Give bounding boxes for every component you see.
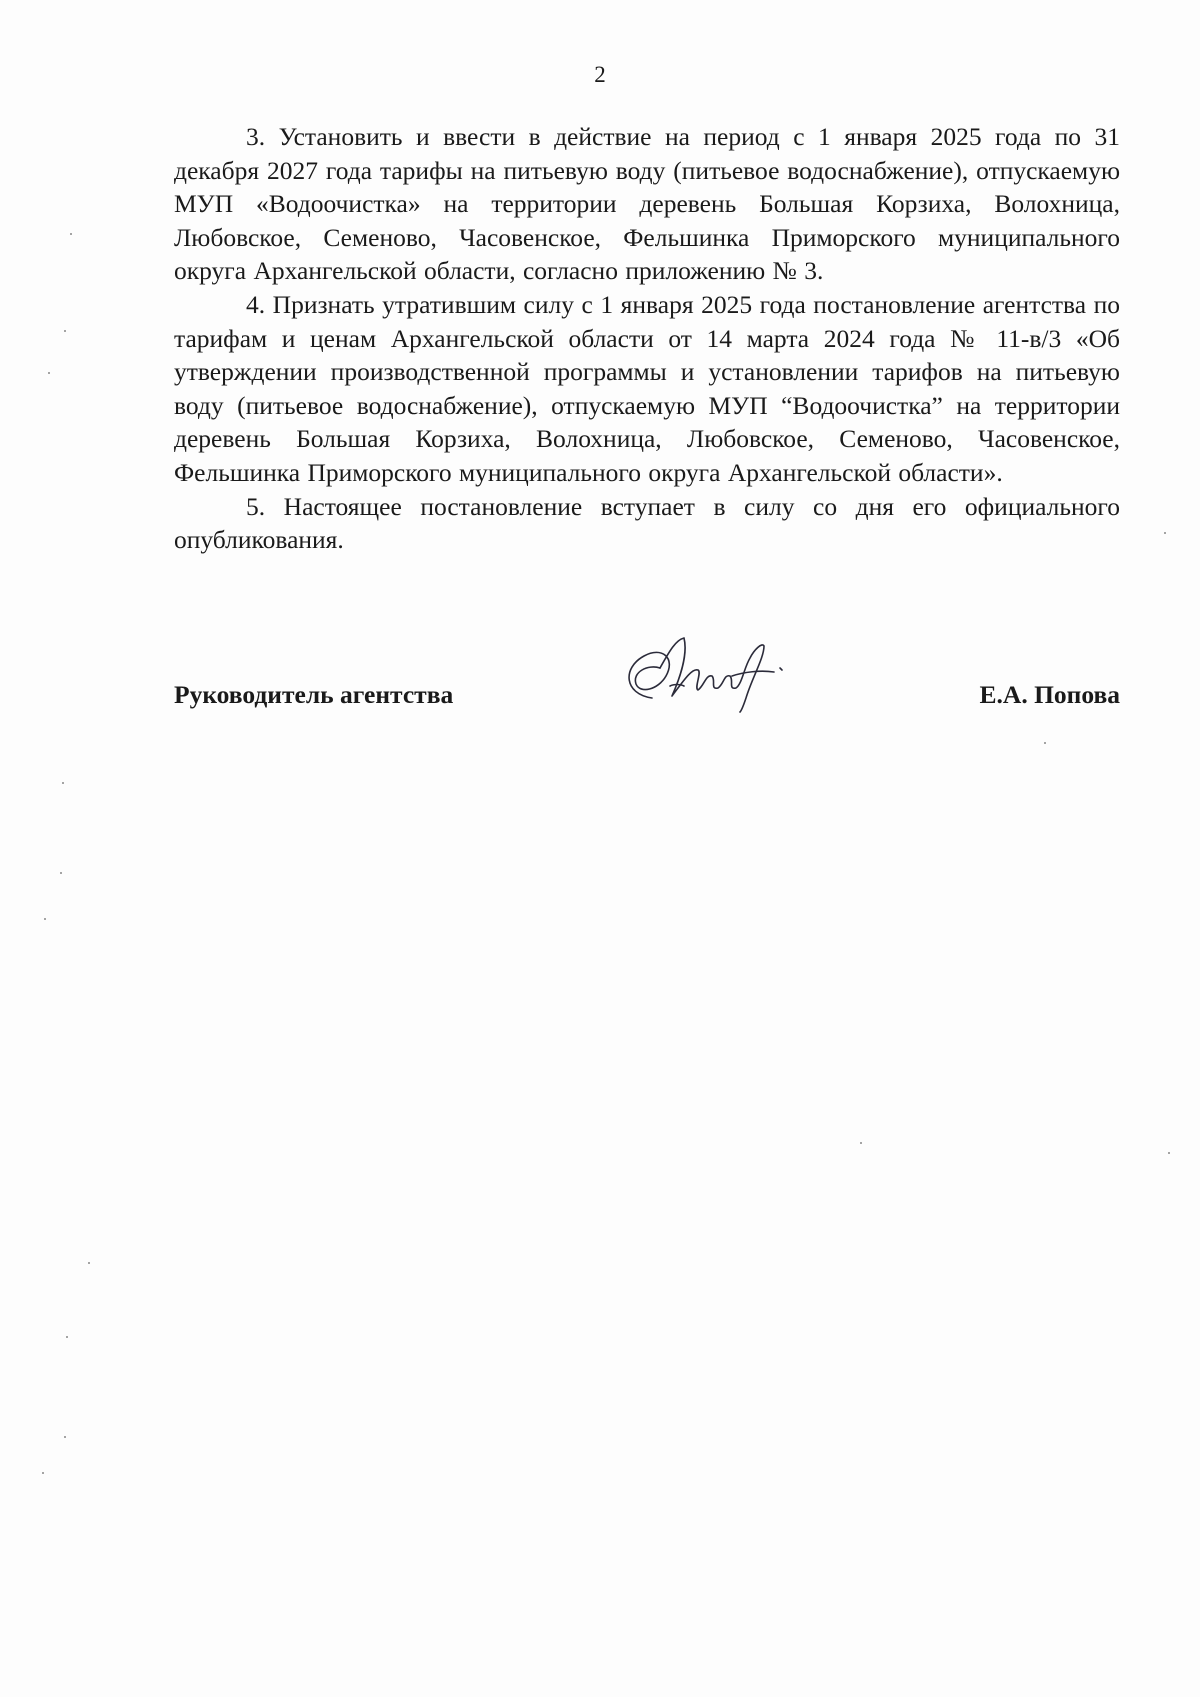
scan-speck (64, 1436, 66, 1438)
scan-speck (66, 1336, 68, 1338)
scan-speck (860, 1142, 862, 1144)
scan-speck (62, 782, 64, 784)
scan-speck (60, 872, 62, 874)
scan-speck (48, 372, 50, 374)
scan-speck (88, 1262, 90, 1264)
scan-speck (1168, 1152, 1170, 1154)
scan-speck (64, 330, 66, 332)
signature-block (174, 670, 1120, 730)
scan-speck (42, 1472, 44, 1474)
paragraph-5: 5. Настоящее постановление вступает в силу со дня его официального опубликования. (174, 491, 1120, 555)
scan-speck (44, 918, 46, 920)
signer-name: Е.А. Попова (979, 680, 1120, 709)
page-number: 2 (594, 62, 606, 87)
scan-speck (70, 233, 72, 235)
scan-speck (1164, 532, 1166, 534)
handwritten-signature (614, 628, 794, 718)
signer-title: Руководитель агентства (174, 680, 454, 709)
scan-speck (1044, 742, 1046, 744)
paragraph-4: 4. Признать утратившим силу с 1 января 2025 года постановление агентства по тарифам и ценам Архангельской области от 14 марта 2024 года № 11-в/3 «Об утверждении производственной программы и установлении тарифов на питьевую воду (питьевое водоснабжение), отпускаемую МУП “Водоочистка” на территории деревень Большая Корзиха, Волохница, Любовское, Семеново, Часовенское, Фельшинка Приморского муниципального округа Архангельской области». (174, 289, 1120, 487)
document-body (174, 120, 1120, 557)
paragraph-3: 3. Установить и ввести в действие на период с 1 января 2025 года по 31 декабря 2027 года тарифы на питьевую воду (питьевое водоснабжение), отпускаемую МУП «Водоочистка» на территории деревень Большая Корзиха, Волохница, Любовское, Семеново, Часовенское, Фельшинка Приморского муниципального округа Архангельской области, согласно приложению № 3. (174, 122, 1120, 286)
